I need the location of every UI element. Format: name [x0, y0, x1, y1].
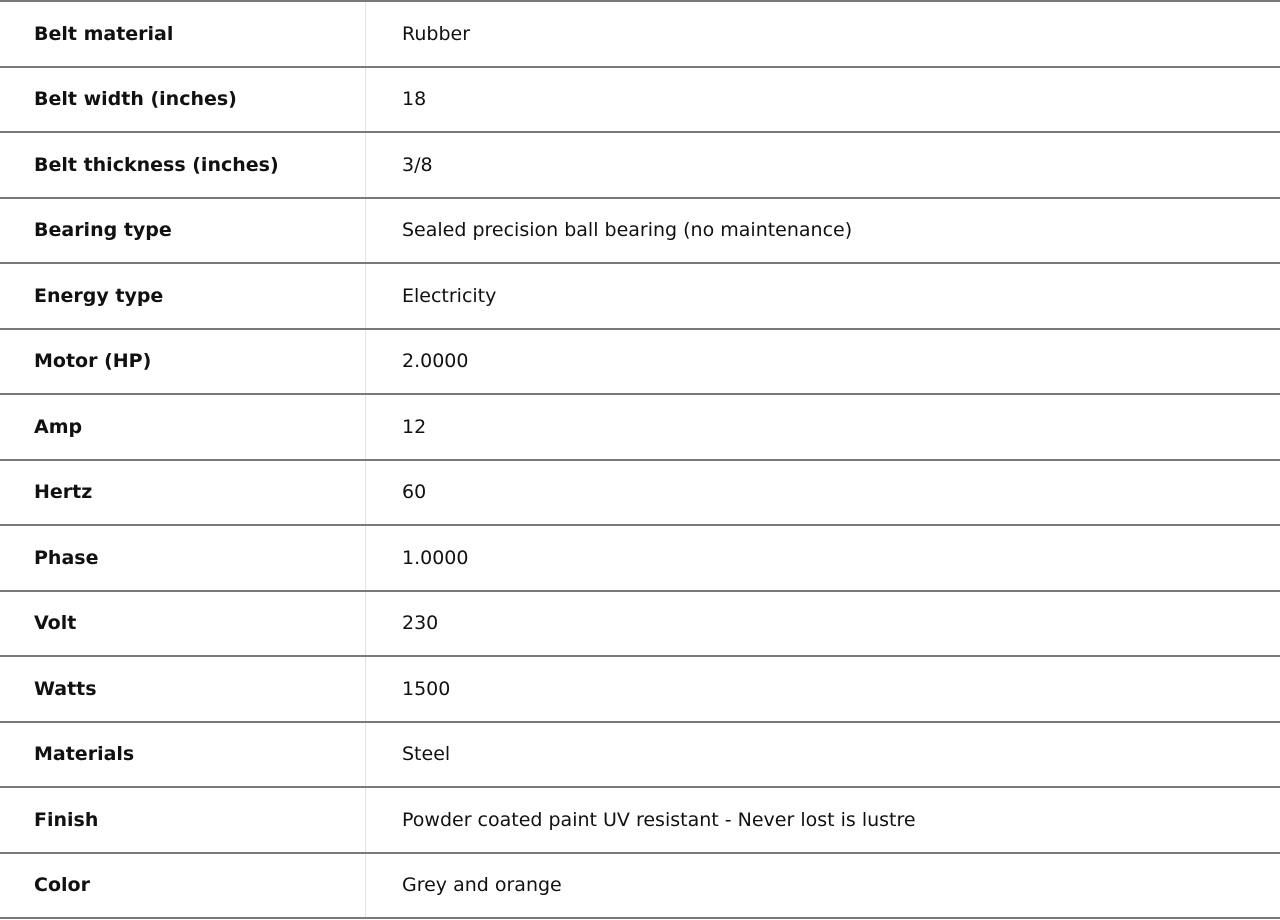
table-row — [0, 68, 1280, 134]
table-row — [0, 199, 1280, 265]
spec-value: 18 — [402, 88, 427, 111]
spec-value: 230 — [402, 612, 439, 635]
table-row — [0, 2, 1280, 68]
spec-label: Belt width (inches) — [0, 68, 366, 132]
table-row — [0, 133, 1280, 199]
table-row — [0, 461, 1280, 527]
table-row — [0, 592, 1280, 658]
table-row — [0, 854, 1280, 920]
spec-value: 1500 — [402, 677, 451, 700]
table-row — [0, 723, 1280, 789]
spec-label: Watts — [0, 657, 366, 721]
spec-label: Belt material — [0, 2, 366, 66]
spec-value: Steel — [402, 743, 451, 766]
spec-value: 3/8 — [402, 153, 433, 176]
spec-label: Finish — [0, 788, 366, 852]
table-row — [0, 526, 1280, 592]
spec-value: Powder coated paint UV resistant - Never lost is lustre — [402, 808, 916, 831]
table-row — [0, 788, 1280, 854]
spec-value: 60 — [402, 481, 427, 504]
spec-label: Materials — [0, 723, 366, 787]
spec-value: Sealed precision ball bearing (no maintenance) — [402, 219, 853, 242]
spec-label: Volt — [0, 592, 366, 656]
table-row — [0, 395, 1280, 461]
spec-label: Amp — [0, 395, 366, 459]
spec-label: Hertz — [0, 461, 366, 525]
spec-value: 12 — [402, 415, 427, 438]
table-row — [0, 657, 1280, 723]
spec-label: Belt thickness (inches) — [0, 133, 366, 197]
spec-value: 1.0000 — [402, 546, 469, 569]
spec-value: Electricity — [402, 284, 497, 307]
spec-label: Energy type — [0, 264, 366, 328]
table-row — [0, 264, 1280, 330]
spec-label: Bearing type — [0, 199, 366, 263]
table-row — [0, 330, 1280, 396]
spec-label: Color — [0, 854, 366, 918]
spec-label: Motor (HP) — [0, 330, 366, 394]
spec-value: Rubber — [402, 22, 471, 45]
spec-label: Phase — [0, 526, 366, 590]
spec-value: Grey and orange — [402, 874, 562, 897]
spec-value: 2.0000 — [402, 350, 469, 373]
